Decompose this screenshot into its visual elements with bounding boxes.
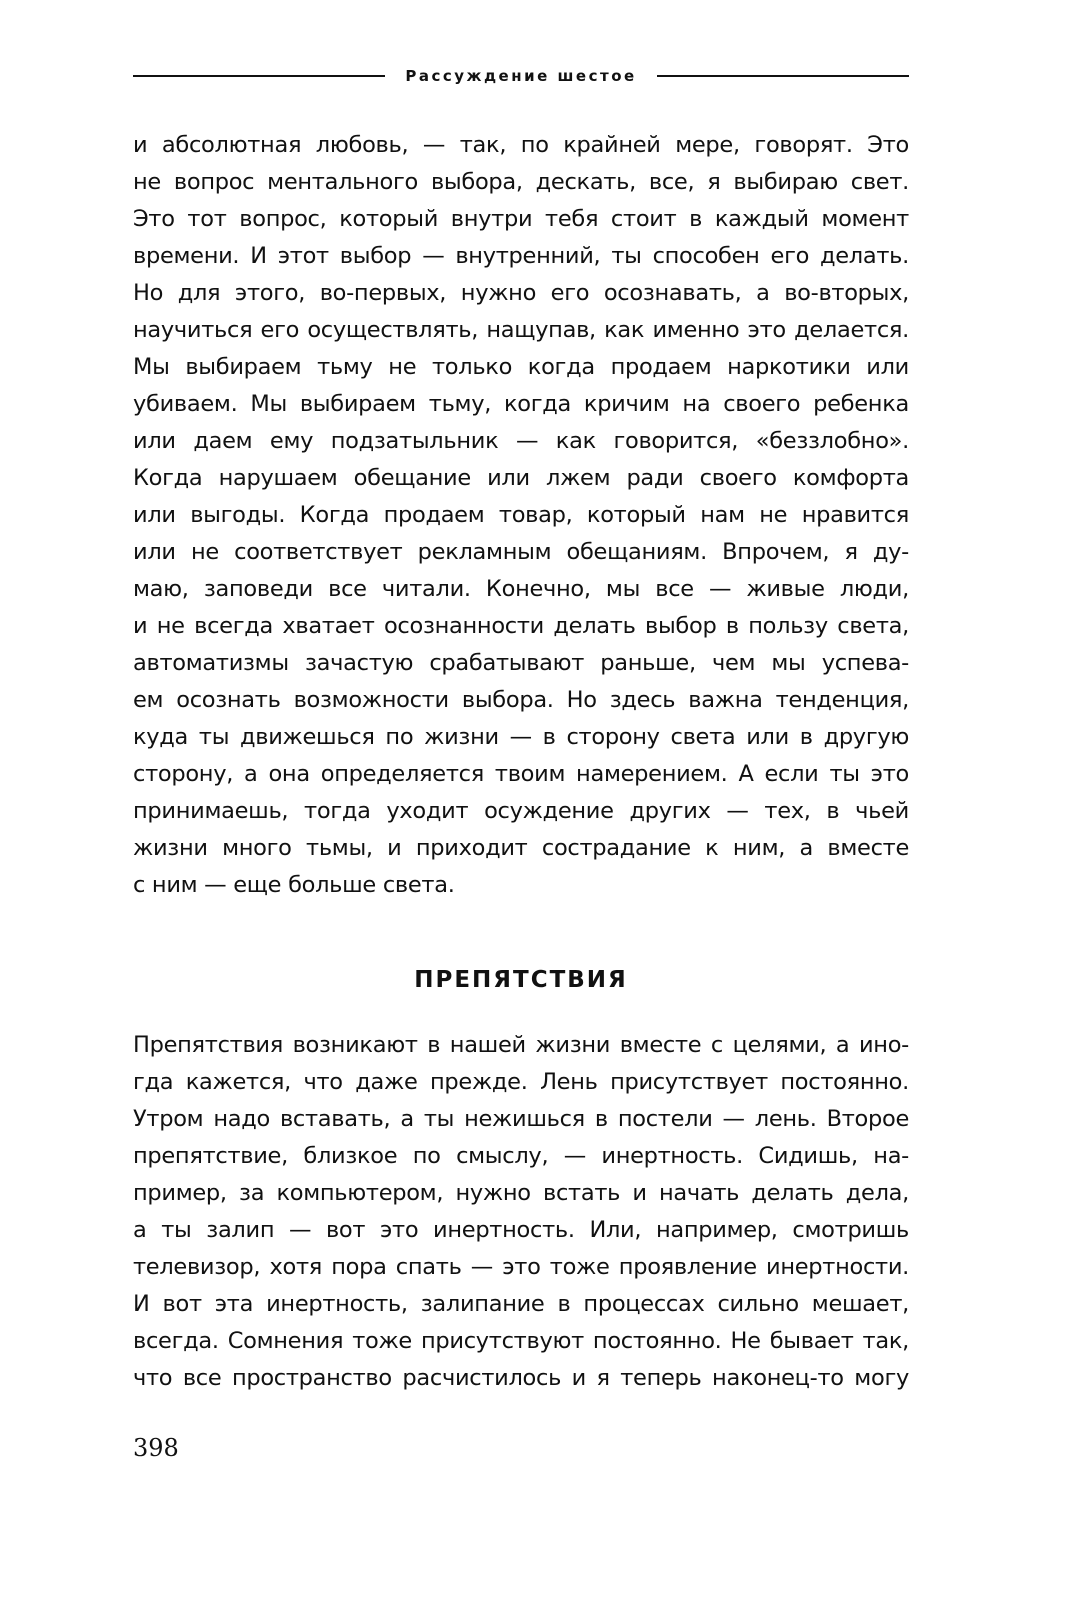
paragraph-line: или не соответствует рекламным обещаниям. Впрочем, я ду-	[133, 539, 909, 565]
running-head-rule-left	[133, 75, 385, 77]
paragraph-line: жизни много тьмы, и приходит сострадание к ним, а вместе	[133, 835, 909, 861]
paragraph-line: телевизор, хотя пора спать — это тоже проявление инертности.	[133, 1254, 909, 1280]
paragraph-line: Утром надо вставать, а ты нежишься в постели — лень. Второе	[133, 1106, 909, 1132]
paragraph-2	[133, 1027, 909, 1397]
paragraph-line: не вопрос ментального выбора, дескать, все, я выбираю свет.	[133, 169, 909, 195]
paragraph-line: или даем ему подзатыльник — как говорится, «беззлобно».	[133, 428, 909, 454]
paragraph-line: или выгоды. Когда продаем товар, который нам не нравится	[133, 502, 909, 528]
running-head-rule-right	[657, 75, 909, 77]
paragraph-line: времени. И этот выбор — внутренний, ты способен его делать.	[133, 243, 909, 269]
section-heading: ПРЕПЯТСТВИЯ	[414, 967, 628, 993]
paragraph-line: Когда нарушаем обещание или лжем ради своего комфорта	[133, 465, 909, 491]
paragraph-line: автоматизмы зачастую срабатывают раньше, чем мы успева-	[133, 650, 909, 676]
paragraph-line: всегда. Сомнения тоже присутствуют постоянно. Не бывает так,	[133, 1328, 909, 1354]
paragraph-line: сторону, а она определяется твоим намерением. А если ты это	[133, 761, 909, 787]
page-number: 398	[133, 1434, 179, 1462]
paragraph-1	[133, 127, 909, 904]
paragraph-line: Это тот вопрос, который внутри тебя стоит в каждый момент	[133, 206, 909, 232]
paragraph-line: препятствие, близкое по смыслу, — инертность. Сидишь, на-	[133, 1143, 909, 1169]
paragraph-line: научиться его осуществлять, нащупав, как именно это делается.	[133, 317, 909, 343]
paragraph-line: Препятствия возникают в нашей жизни вместе с целями, а ино-	[133, 1032, 909, 1058]
paragraph-line: Но для этого, во-первых, нужно его осознавать, а во-вторых,	[133, 280, 909, 306]
paragraph-line: куда ты движешься по жизни — в сторону света или в другую	[133, 724, 909, 750]
paragraph-line: маю, заповеди все читали. Конечно, мы все — живые люди,	[133, 576, 909, 602]
paragraph-line: и абсолютная любовь, — так, по крайней мере, говорят. Это	[133, 132, 909, 158]
running-head	[133, 62, 909, 90]
paragraph-line: и не всегда хватает осознанности делать выбор в пользу света,	[133, 613, 909, 639]
paragraph-line: а ты залип — вот это инертность. Или, например, смотришь	[133, 1217, 909, 1243]
running-head-title: Рассуждение шестое	[405, 67, 637, 85]
paragraph-line: Мы выбираем тьму не только когда продаем наркотики или	[133, 354, 909, 380]
paragraph-line: с ним — еще больше света.	[133, 872, 455, 898]
paragraph-line: гда кажется, что даже прежде. Лень присутствует постоянно.	[133, 1069, 909, 1095]
paragraph-line: принимаешь, тогда уходит осуждение других — тех, в чьей	[133, 798, 909, 824]
paragraph-line: пример, за компьютером, нужно встать и начать делать дела,	[133, 1180, 909, 1206]
paragraph-line: И вот эта инертность, залипание в процессах сильно мешает,	[133, 1291, 909, 1317]
paragraph-line: что все пространство расчистилось и я теперь наконец-то могу	[133, 1365, 909, 1391]
paragraph-line: ем осознать возможности выбора. Но здесь важна тенденция,	[133, 687, 909, 713]
paragraph-line: убиваем. Мы выбираем тьму, когда кричим на своего ребенка	[133, 391, 909, 417]
